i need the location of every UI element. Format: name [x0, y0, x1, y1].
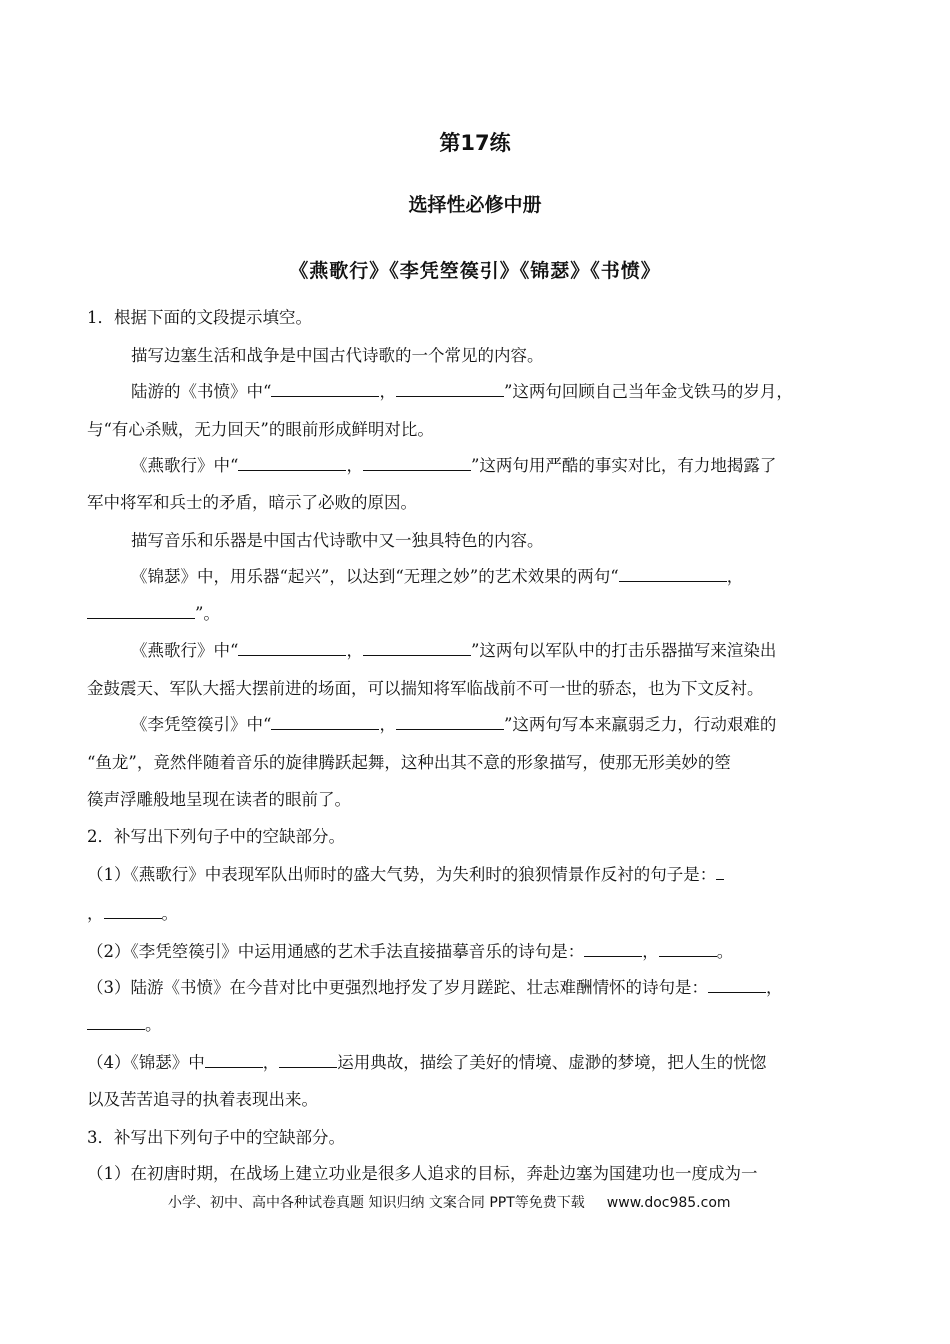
- fill-blank[interactable]: [87, 1015, 145, 1030]
- text-segment: ，: [642, 942, 659, 961]
- text-segment: ”这两句回顾自己当年金戈铁马的岁月，: [503, 382, 793, 401]
- q1-heading: 1．根据下面的文段提示填空。: [87, 308, 312, 327]
- q1-paragraph: [131, 565, 743, 589]
- text-segment: 陆游的《书愤》中“: [131, 382, 272, 401]
- text-segment: 《锦瑟》中，用乐器“起兴”，以达到“无理之妙”的艺术效果的两句“: [131, 567, 619, 586]
- lesson-title: 第17练: [439, 131, 511, 155]
- fill-blank[interactable]: [708, 978, 766, 993]
- q1-paragraph: [87, 602, 220, 626]
- text-segment: 《燕歌行》中“: [131, 456, 239, 475]
- text-segment: （3）陆游《书愤》在今昔对比中更强烈地抒发了岁月蹉跎、壮志难酬情怀的诗句是：: [87, 978, 708, 997]
- footer-text: 小学、初中、高中各种试卷真题 知识归纳 文案合同 PPT等免费下载: [168, 1195, 585, 1211]
- fill-blank[interactable]: [104, 904, 162, 919]
- q1-paragraph: 金鼓震天、军队大摇大摆前进的场面，可以揣知将军临战前不可一世的骄态，也为下文反衬。: [87, 679, 764, 698]
- q1-paragraph: [131, 454, 776, 478]
- text-segment: （2）《李凭箜篌引》中运用通感的艺术手法直接描摹音乐的诗句是：: [87, 942, 585, 961]
- q2-item-4: 以及苦苦追寻的执着表现出来。: [87, 1090, 318, 1109]
- text-segment: ”这两句用严酷的事实对比，有力地揭露了: [470, 456, 777, 475]
- q1-paragraph: [131, 713, 776, 737]
- fill-blank[interactable]: [238, 456, 346, 471]
- text-segment: 。: [161, 904, 178, 923]
- q3-item-1: （1）在初唐时期，在战场上建立功业是很多人追求的目标，奔赴边塞为国建功也一度成为一: [87, 1164, 758, 1183]
- q1-paragraph: [131, 380, 793, 404]
- q2-item-1: [87, 902, 178, 926]
- fill-blank[interactable]: [205, 1053, 263, 1068]
- fill-blank[interactable]: [396, 715, 504, 730]
- text-segment: ，: [379, 382, 396, 401]
- text-segment: 。: [145, 1015, 162, 1034]
- text-segment: ，: [346, 456, 363, 475]
- text-segment: 。: [716, 942, 734, 961]
- fill-blank[interactable]: [279, 1053, 337, 1068]
- page-footer: [168, 1192, 731, 1212]
- text-segment: 《燕歌行》中“: [131, 641, 239, 660]
- q2-item-4: [87, 1051, 766, 1075]
- text-segment: （4）《锦瑟》中: [87, 1053, 205, 1072]
- fill-blank[interactable]: [659, 942, 717, 957]
- fill-blank[interactable]: [396, 382, 504, 397]
- fill-blank[interactable]: [716, 865, 724, 880]
- q2-item-3: [87, 976, 783, 1000]
- text-segment: ，: [262, 1053, 280, 1072]
- fill-blank[interactable]: [271, 382, 379, 397]
- footer-url[interactable]: www.doc985.com: [606, 1195, 731, 1211]
- fill-blank[interactable]: [238, 641, 346, 656]
- q1-paragraph: [131, 639, 776, 663]
- q1-paragraph: 军中将军和兵士的矛盾，暗示了必败的原因。: [87, 493, 417, 512]
- text-segment: ，: [87, 904, 104, 923]
- works-title: 《燕歌行》《李凭箜篌引》《锦瑟》《书愤》: [289, 260, 661, 282]
- q1-paragraph: 描写音乐和乐器是中国古代诗歌中又一独具特色的内容。: [131, 531, 544, 550]
- fill-blank[interactable]: [87, 604, 195, 619]
- fill-blank[interactable]: [271, 715, 379, 730]
- q2-item-1: [87, 863, 724, 887]
- q1-paragraph: “鱼龙”，竟然伴随着音乐的旋律腾跃起舞，这种出其不意的形象描写，使那无形美妙的箜: [87, 753, 731, 772]
- fill-blank[interactable]: [619, 567, 727, 582]
- q3-heading: 3．补写出下列句子中的空缺部分。: [87, 1128, 345, 1147]
- text-segment: ”这两句以军队中的打击乐器描写来渲染出: [470, 641, 777, 660]
- q2-heading: 2．补写出下列句子中的空缺部分。: [87, 827, 345, 846]
- text-segment: 运用典故，描绘了美好的情境、虚渺的梦境，把人生的恍惚: [337, 1053, 767, 1072]
- text-segment: ”这两句写本来羸弱乏力，行动艰难的: [503, 715, 777, 734]
- text-segment: ，: [379, 715, 396, 734]
- text-segment: ，: [726, 567, 744, 586]
- q1-paragraph: 描写边塞生活和战争是中国古代诗歌的一个常见的内容。: [131, 346, 544, 365]
- q2-item-2: [87, 940, 733, 964]
- text-segment: ，: [346, 641, 363, 660]
- fill-blank[interactable]: [363, 456, 471, 471]
- q1-paragraph: 篌声浮雕般地呈现在读者的眼前了。: [87, 790, 351, 809]
- text-segment: ”。: [195, 604, 220, 623]
- book-title: 选择性必修中册: [408, 194, 542, 216]
- fill-blank[interactable]: [584, 942, 642, 957]
- text-segment: （1）《燕歌行》中表现军队出师时的盛大气势，为失利时的狼狈情景作反衬的句子是：: [87, 865, 717, 884]
- text-segment: ，: [766, 978, 783, 997]
- q1-paragraph: 与“有心杀贼，无力回天”的眼前形成鲜明对比。: [87, 420, 434, 439]
- text-segment: 《李凭箜篌引》中“: [131, 715, 272, 734]
- q2-item-3: [87, 1013, 162, 1037]
- fill-blank[interactable]: [363, 641, 471, 656]
